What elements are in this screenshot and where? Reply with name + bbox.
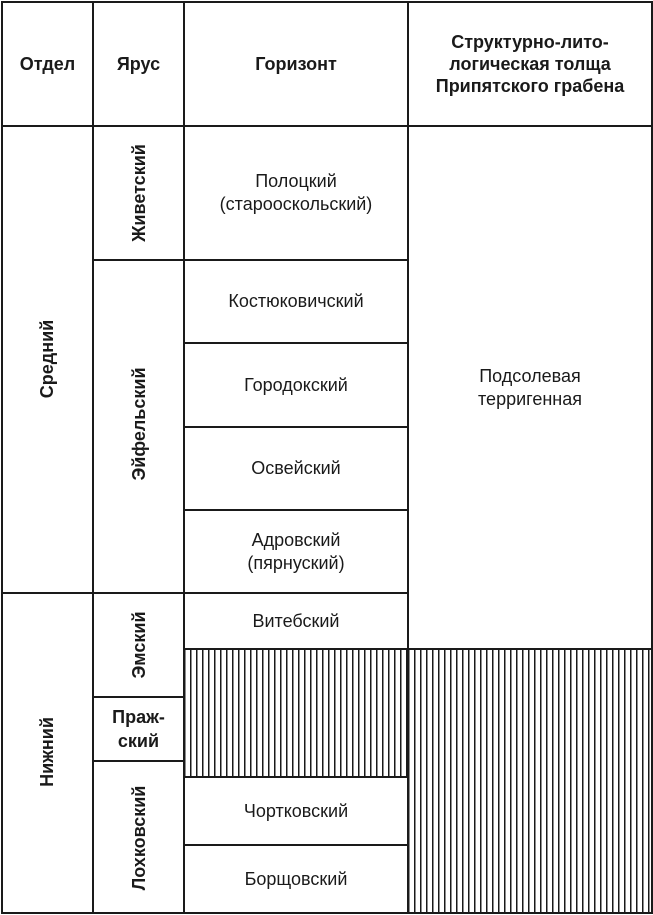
otdel-nizhniy: Нижний (37, 717, 57, 787)
gorizont-adrovskiy: Адровский (пярнуский) (247, 529, 345, 573)
yarus-eyfelskiy: Эйфельский (129, 367, 149, 481)
gorizont-gorodokskiy: Городокский (244, 374, 348, 395)
gorizont-chortkovskiy: Чортковский (243, 800, 349, 821)
otdel-sredniy: Средний (37, 319, 57, 399)
gorizont-kostyukovichskiy: Костюковичский (228, 291, 364, 311)
header-yarus: Ярус (116, 54, 161, 74)
gorizont-borshchovskiy: Борщовский (244, 868, 348, 889)
yarus-zhivetskiy: Живетский (129, 144, 149, 242)
yarus-prazhskiy: Праж- ский (112, 707, 165, 751)
gorizont-polotskiy: Полоцкий (старооскольский) (219, 171, 373, 214)
yarus-emskiy: Эмский (129, 611, 149, 679)
gorizont-vitebskiy: Витебский (252, 610, 340, 631)
yarus-lokhkovskiy: Лохковский (129, 785, 149, 891)
header-otdel: Отдел (19, 54, 76, 74)
header-gorizont: Горизонт (255, 54, 337, 74)
header-tolshcha: Структурно-лито- логическая толща Припятского грабена (435, 32, 625, 96)
gorizont-osveyskiy: Освейский (251, 458, 341, 478)
tolshcha-podsolevaya: Подсолевая терригенная (478, 365, 582, 409)
